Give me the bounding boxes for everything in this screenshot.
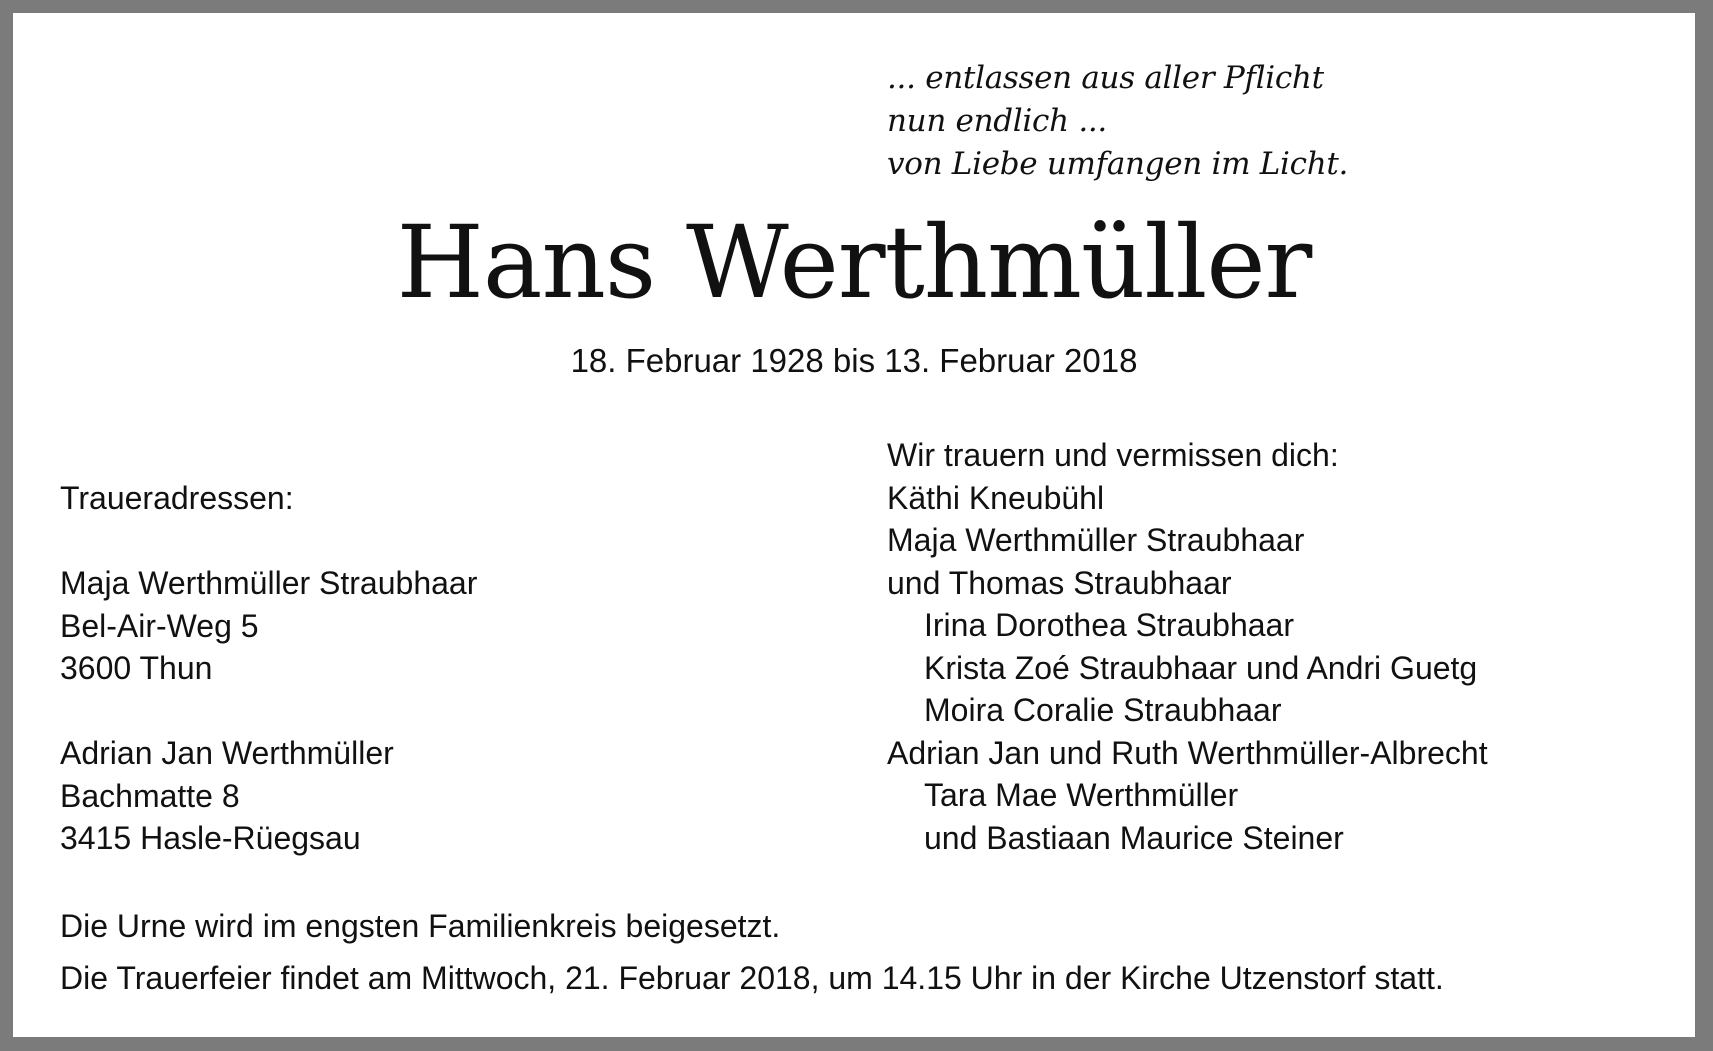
mourner-line: Maja Werthmüller Straubhaar bbox=[887, 522, 1305, 558]
mourners-list bbox=[887, 434, 1488, 859]
motto-line: ... entlassen aus aller Pflicht bbox=[887, 60, 1324, 96]
condolence-addresses bbox=[60, 477, 477, 860]
address-street: Bel-Air-Weg 5 bbox=[60, 607, 259, 644]
mourner-line: Moira Coralie Straubhaar bbox=[924, 692, 1282, 728]
address-street: Bachmatte 8 bbox=[60, 777, 240, 814]
address-name: Adrian Jan Werthmüller bbox=[60, 735, 394, 771]
spacer bbox=[60, 520, 477, 563]
motto-line: von Liebe umfangen im Licht. bbox=[887, 146, 1349, 182]
funeral-service-note: Die Trauerfeier findet am Mittwoch, 21. Februar 2018, um 14.15 Uhr in der Kirche Utzenstorf statt. bbox=[60, 960, 1444, 996]
address-name: Maja Werthmüller Straubhaar bbox=[60, 565, 478, 601]
mourner-line: Käthi Kneubühl bbox=[887, 479, 1105, 516]
mourners-heading: Wir trauern und vermissen dich: bbox=[887, 437, 1339, 473]
burial-note: Die Urne wird im engsten Familienkreis beigesetzt. bbox=[60, 908, 781, 944]
motto-verse bbox=[887, 57, 1348, 186]
mourner-line: Tara Mae Werthmüller bbox=[924, 777, 1239, 813]
service-information bbox=[60, 900, 1444, 1004]
address-city: 3415 Hasle-Rüegsau bbox=[60, 820, 361, 856]
mourner-line: und Bastiaan Maurice Steiner bbox=[924, 819, 1344, 856]
mourner-line: Krista Zoé Straubhaar und Andri Guetg bbox=[924, 649, 1478, 686]
address-city: 3600 Thun bbox=[60, 650, 213, 686]
mourner-line: und Thomas Straubhaar bbox=[887, 564, 1232, 601]
mourner-line: Irina Dorothea Straubhaar bbox=[924, 607, 1294, 643]
addresses-heading: Traueradressen: bbox=[60, 480, 294, 516]
spacer bbox=[60, 690, 477, 733]
motto-line: nun endlich ... bbox=[887, 103, 1107, 139]
obituary-notice bbox=[13, 13, 1695, 1037]
life-dates: 18. Februar 1928 bis 13. Februar 2018 bbox=[570, 342, 1138, 379]
deceased-name: Hans Werthmüller bbox=[396, 204, 1312, 321]
mourner-line: Adrian Jan und Ruth Werthmüller-Albrecht bbox=[887, 734, 1488, 771]
